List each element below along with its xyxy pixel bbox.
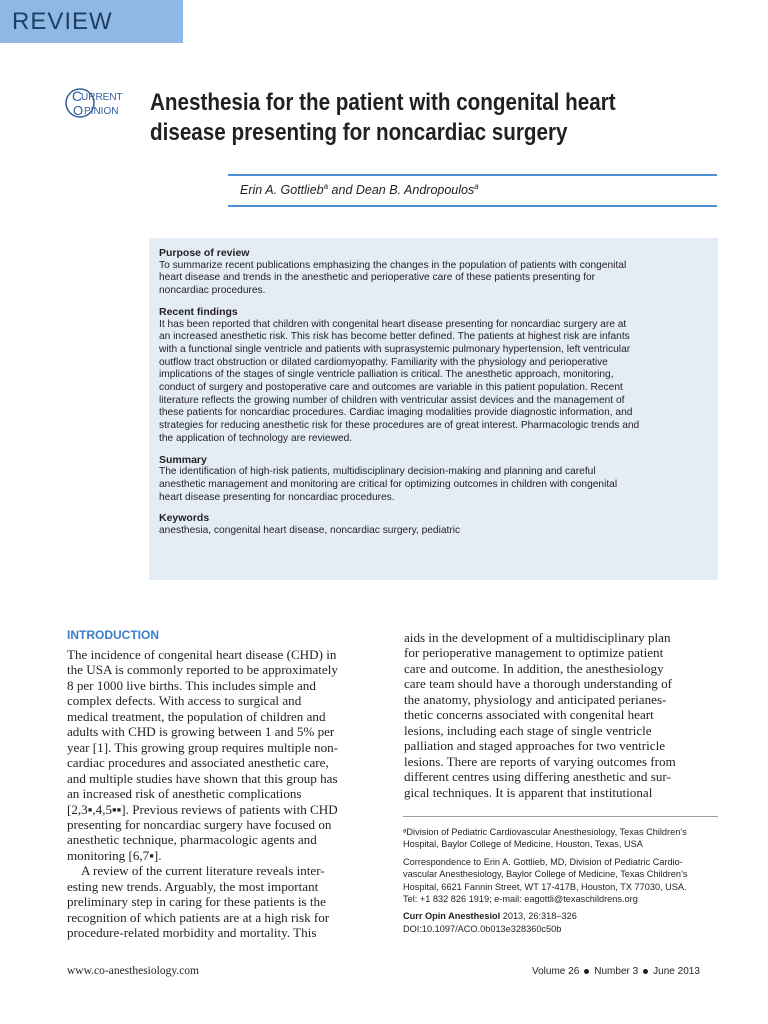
body-line: complex defects. With access to surgical and (67, 693, 302, 709)
body-line: esting new trends. Arguably, the most important (67, 878, 319, 894)
correspondence-line: Hospital, 6621 Fannin Street, WT 17-417B, Houston, TX 77030, USA. (403, 881, 687, 892)
logo-letter-o: O (73, 103, 84, 118)
correspondence-line: vascular Anesthesiology, Baylor College of Medicine, Texas Children’s (403, 869, 688, 880)
body-line: care and outcome. In addition, the anesthesiology (404, 660, 664, 676)
summary-section (159, 454, 708, 505)
purpose-line: To summarize recent publications emphasizing the changes in the population of patients with congenital (159, 259, 627, 271)
findings-line: literature reflects the growing number of children with ventricular assist devices and the management of (159, 394, 625, 406)
introduction-heading: INTRODUCTION (67, 628, 159, 642)
logo-word-2: PINION (84, 106, 119, 117)
title-line-2: disease presenting for noncardiac surgery (150, 119, 568, 146)
keywords-section (159, 512, 708, 537)
current-opinion-logo (63, 86, 133, 120)
body-line: thetic concerns associated with congenital heart (404, 707, 654, 723)
body-right-column (404, 630, 718, 800)
correspondence-line: Tel: +1 832 826 1919; e-mail: eagottli@texaschildrens.org (403, 894, 638, 905)
findings-line: It has been reported that children with congenital heart disease presenting for noncardiac surgery are at (159, 318, 627, 330)
affiliation-line: Hospital, Baylor College of Medicine, Houston, Texas, USA (403, 839, 643, 850)
body-line: aids in the development of a multidisciplinary plan (404, 630, 671, 645)
findings-section (159, 306, 708, 446)
correspondence-line: Correspondence to Erin A. Gottlieb, MD, Division of Pediatric Cardio- (403, 856, 683, 867)
body-line: anesthetic technique, pharmacologic agents and (67, 832, 317, 848)
body-left-column (67, 647, 381, 941)
body-line: recognition of which patients are at a high risk for (67, 909, 330, 925)
findings-line: strategies for reducing anesthetic risk for these procedures are of great interest. Pharmacologic trends and (159, 420, 640, 432)
journal-citation (403, 910, 721, 922)
authors-line (240, 182, 479, 197)
findings-line: with a functional single ventricle and patients with suprasystemic pulmonary hypertension, left ventricular (159, 343, 631, 355)
footer-website[interactable]: www.co-anesthesiology.com (67, 965, 200, 977)
footer-date: June 2013 (653, 966, 700, 977)
body-line: medical treatment, the population of children and (67, 708, 326, 724)
footnote-rule (403, 816, 718, 817)
body-line: A review of the current literature reveals inter- (81, 863, 325, 879)
author-2: Dean B. Andropoulos (355, 183, 475, 198)
body-line: for perioperative management to optimize patient (404, 645, 664, 661)
abstract-box (149, 238, 718, 580)
bullet-icon (643, 969, 648, 974)
bullet-icon (584, 969, 589, 974)
body-line: The incidence of congenital heart disease (CHD) in (67, 647, 337, 662)
body-line: procedure-related morbidity and mortality. This (67, 925, 317, 941)
body-line: palliation and staged approaches for two ventricle (404, 738, 666, 754)
body-line: adults with CHD is growing between 1 and 5% per (67, 724, 335, 740)
footer-number: Number 3 (594, 966, 639, 977)
authors-top-rule (228, 174, 717, 176)
author-2-affiliation: a (474, 182, 479, 191)
summary-heading: Summary (159, 453, 207, 466)
affiliation-line: ᵃDivision of Pediatric Cardiovascular Anesthesiology, Texas Children’s (403, 827, 687, 837)
body-line: different centres using differing anesthetic and sur- (404, 769, 671, 785)
body-line: monitoring [6,7▪]. (67, 847, 162, 863)
findings-line: conduct of surgery and postoperative care and outcomes are variable in this patient population. Recent (159, 382, 623, 394)
authors-conjunction: and (328, 183, 356, 198)
purpose-section (159, 247, 708, 298)
purpose-line: noncardiac procedures. (159, 285, 266, 297)
title-line-1: Anesthesia for the patient with congenital heart (150, 89, 616, 116)
findings-heading: Recent findings (159, 305, 238, 318)
body-line: lesions, including each stage of single ventricle (404, 722, 652, 738)
findings-line: the application of technology are reviewed. (159, 432, 353, 444)
body-line: and multiple studies have shown that this group has (67, 770, 338, 786)
findings-line: an increased anesthetic risk. This risk has become better defined. The patients at highest risk are infants (159, 331, 630, 343)
keywords-list: anesthesia, congenital heart disease, noncardiac surgery, pediatric (159, 525, 461, 537)
authors-bottom-rule (228, 205, 717, 207)
footer-volume: Volume 26 (532, 966, 580, 977)
body-line: the anatomy, physiology and anticipated perianes- (404, 691, 667, 707)
body-line: care team should have a thorough understanding of (404, 676, 672, 692)
section-tab: REVIEW (0, 0, 183, 43)
body-line: [2,3▪,4,5▪▪]. Previous reviews of patients with CHD (67, 801, 338, 817)
body-line: presenting for noncardiac surgery have focused on (67, 816, 332, 832)
logo-letter-c: C (72, 88, 83, 104)
findings-line: outflow tract obstruction or dilated cardiomyopathy. Familiarity with the physiology and perioperative (159, 356, 608, 368)
body-line: preliminary step in caring for these patients is the (67, 894, 326, 910)
body-line: an increased risk of anesthetic complications (67, 786, 302, 802)
doi: DOI:10.1097/ACO.0b013e328360c50b (403, 923, 562, 934)
body-line: the USA is commonly reported to be approximately (67, 662, 338, 678)
summary-line: The identification of high-risk patients, multidisciplinary decision-making and planning and careful (159, 466, 596, 478)
body-line: gical techniques. It is apparent that institutional (404, 784, 653, 800)
journal-volume: 2013, 26:318–326 (500, 911, 577, 922)
body-line: 8 per 1000 live births. This includes simple and (67, 677, 316, 693)
body-line: year [1]. This growing group requires multiple non- (67, 739, 339, 755)
article-title (150, 88, 657, 148)
current-opinion-logo-icon (63, 86, 133, 120)
journal-name: Curr Opin Anesthesiol (403, 911, 501, 922)
body-line: lesions. There are reports of varying outcomes from (404, 753, 676, 769)
keywords-heading: Keywords (159, 512, 210, 525)
footer-issue (532, 966, 700, 977)
body-line: cardiac procedures and associated anesthetic care, (67, 755, 329, 771)
logo-word-1: URRENT (81, 92, 123, 103)
findings-line: these patients for noncardiac procedures. Cardiac imaging modalities provide diagnostic information, and (159, 407, 633, 419)
purpose-line: heart disease and trends in the anesthetic and perioperative care of these patients presenting for (159, 272, 596, 284)
purpose-heading: Purpose of review (159, 247, 250, 259)
summary-line: anesthetic management and monitoring are critical for optimizing outcomes in children with congenital (159, 478, 618, 490)
footnotes (403, 826, 721, 935)
findings-line: implications of the stages of single ventricle palliation is critical. The anesthetic approach, monitoring, (159, 369, 614, 381)
author-1-affiliation: a (323, 182, 329, 191)
summary-line: heart disease presenting for noncardiac procedures. (159, 491, 395, 503)
author-1: Erin A. Gottlieb (240, 183, 324, 198)
